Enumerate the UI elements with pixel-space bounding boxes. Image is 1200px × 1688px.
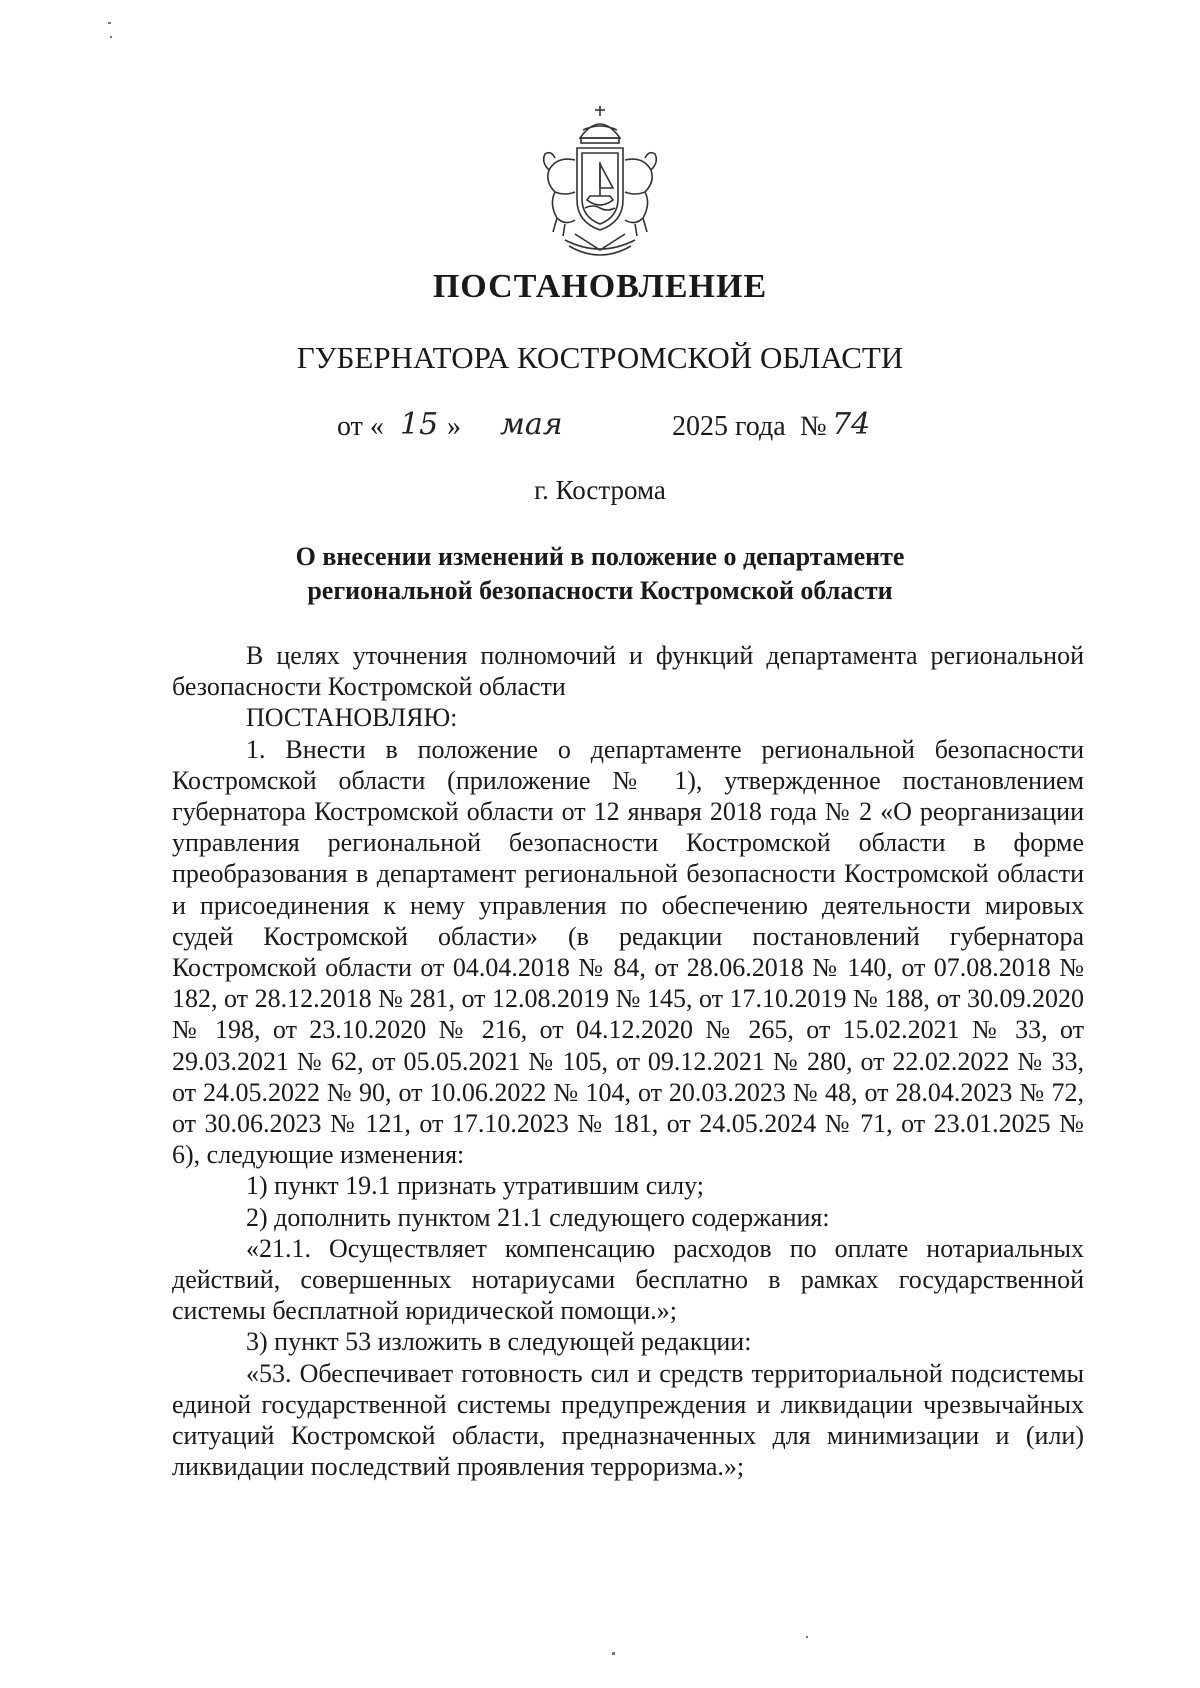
date-day-close: » [447,411,461,442]
number-label: № [800,411,827,442]
subitem-1-paragraph: 1) пункт 19.1 признать утратившим силу; [246,1171,705,1201]
coat-of-arms-icon [535,100,665,270]
document-body [172,640,1084,1482]
document-type-title: ПОСТАНОВЛЕНИЕ [432,268,768,305]
scan-speck [806,1636,808,1638]
date-prefix: от « [337,411,384,442]
date-year: 2025 года [672,411,786,442]
subject-heading [0,540,1200,608]
subitem-2-paragraph: 2) дополнить пунктом 21.1 следующего содержания: [246,1202,830,1232]
subject-line-2: региональной безопасности Костромской области [307,576,893,605]
quote-21-1-paragraph: «21.1. Осуществляет компенсацию расходов по оплате нотариальных действий, совершенных нотариусами бесплатно в рамках государственной системы бесплатной юридической помощи.»; [172,1233,1084,1326]
document-number: 74 [832,407,871,442]
date-month: мая [500,407,563,442]
subject-line-1: О внесении изменений в положение о департаменте [295,542,905,571]
item-1-paragraph: 1. Внести в положение о департаменте региональной безопасности Костромской области (приложение № 1), утвержденное постановлением губернатора Костромской области от 12 января 2018 года № 2 «О реорганизации управления региональной безопасности Костромской области в форме преобразования в департамент региональной безопасности Костромской области и присоединения к нему управления по обеспечению деятельности мировых судей Костромской области» (в редакции постановлений губернатора Костромской области от 04.04.2018 № 84, от 28.06.2018 № 140, от 07.08.2018 № 182, от 28.12.2018 № 281, от 12.08.2019 № 145, от 17.10.2019 № 188, от 30.09.2020 № 198, от 23.10.2020 № 216, от 04.12.2020 № 265, от 15.02.2021 № 33, от 29.03.2021 № 62, от 05.05.2021 № 105, от 09.12.2021 № 280, от 22.02.2022 № 33, от 24.05.2022 № 90, от 10.06.2022 № 104, от 20.03.2023 № 48, от 28.04.2023 № 72, от 30.06.2023 № 121, от 17.10.2023 № 181, от 24.05.2024 № 71, от 23.01.2025 № 6), следующие изменения: [172,734,1084,1170]
scan-speck [110,36,112,38]
issuer-title: ГУБЕРНАТОРА КОСТРОМСКОЙ ОБЛАСТИ [296,340,904,375]
date-day: 15 [400,407,439,442]
date-line [0,405,1200,455]
scan-speck [612,1652,615,1655]
scan-speck [108,22,111,24]
quote-53-paragraph: «53. Обеспечивает готовность сил и средств территориальной подсистемы единой государственной системы предупреждения и ликвидации чрезвычайных ситуаций Костромской области, предназначенных для минимизации и (или) ликвидации последствий проявления терроризма.»; [172,1358,1084,1482]
city: г. Кострома [534,475,666,505]
preamble-paragraph: В целях уточнения полномочий и функций департамента региональной безопасности Костромской области [172,641,1084,702]
resolve-paragraph: ПОСТАНОВЛЯЮ: [246,703,458,733]
subitem-3-paragraph: 3) пункт 53 изложить в следующей редакции: [246,1327,752,1357]
